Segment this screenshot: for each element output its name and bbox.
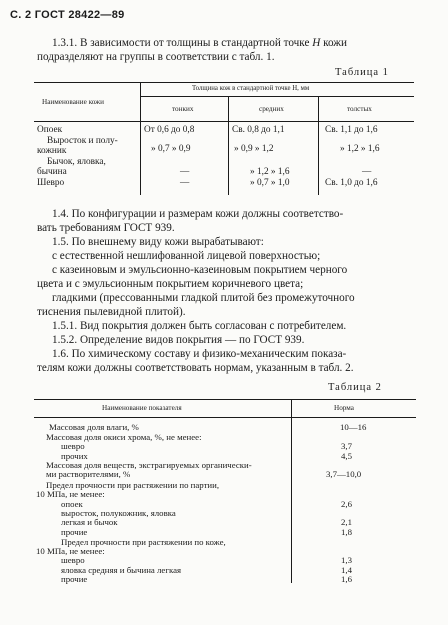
- table1-cell-thin: —: [180, 178, 190, 188]
- table1-vline-2: [228, 96, 229, 195]
- table2-cell-name: Массовая доля влаги, %: [49, 422, 139, 432]
- table2-cell-name: Массовая доля окиси хрома, %, не менее:: [46, 432, 202, 442]
- table2-cell-name: опоек: [61, 499, 83, 509]
- table1-cell-name: Шевро: [37, 178, 65, 188]
- table2-cell-name: прочие: [61, 527, 88, 537]
- para-1-4: 1.4. По конфигурации и размерам кожи должны соответство-: [52, 208, 344, 220]
- intro-line-2: подразделяют на группы в соответствии с табл. 1.: [37, 51, 275, 63]
- table1-top-rule: [34, 82, 414, 83]
- table2-head-norm: Норма: [334, 404, 354, 412]
- table1-cell-thick: » 1,2 » 1,6: [340, 144, 380, 154]
- table1-cell-mid: Св. 0,8 до 1,1: [232, 125, 285, 135]
- table2-cell-name: Предел прочности при растяжении по коже,: [61, 537, 226, 547]
- table1-vline-1: [140, 82, 141, 195]
- table1-head-group: Толщина кож в стандартной точке Н, мм: [192, 85, 310, 92]
- table1-cell-thick: Св. 1,1 до 1,6: [325, 125, 378, 135]
- para-1-6-cont: телям кожи должны соответствовать нормам, указанным в табл. 2.: [37, 362, 354, 374]
- table2-vline: [291, 399, 292, 583]
- para-1-4-cont: вать требованиям ГОСТ 939.: [37, 222, 175, 234]
- table2-cell-norm: 3,7: [341, 441, 352, 451]
- para-1-5-item: с естественной нешлифованной лицевой поверхностью;: [52, 250, 321, 262]
- table2-cell-name: Предел прочности при растяжении по партии,: [46, 480, 220, 490]
- table2-cell-name: выросток, полукожник, яловка: [61, 508, 176, 518]
- intro-text-end: кожи: [323, 37, 347, 49]
- table2-cell-norm: 4,5: [341, 451, 352, 461]
- table1-head-name: Наименование кожи: [42, 98, 104, 106]
- table1-cell-mid: » 0,7 » 1,0: [250, 178, 290, 188]
- para-1-5: 1.5. По внешнему виду кожи вырабатывают:: [52, 236, 264, 248]
- table2-cell-name: Массовая доля веществ, экстрагируемых органически-: [46, 460, 252, 470]
- table2-cell-name: 10 МПа, не менее:: [36, 489, 105, 499]
- table2-cell-name: шевро: [61, 555, 85, 565]
- table1-cell-name: кожник: [37, 146, 67, 156]
- table2-cell-name: прочие: [61, 574, 88, 584]
- table2-caption: Таблица 2: [328, 382, 382, 393]
- table2-cell-norm: 10—16: [340, 422, 367, 432]
- table1-cell-name: Опоек: [37, 125, 63, 135]
- para-1-5-item: гладкими (прессованными гладкой плитой без промежуточного: [52, 292, 355, 304]
- table2-cell-norm: 3,7—10,0: [326, 469, 362, 479]
- table1-col-thick: толстых: [347, 105, 372, 113]
- table1-col-mid: средних: [259, 105, 284, 113]
- table1-caption: Таблица 1: [335, 67, 389, 78]
- table1-cell-mid: » 1,2 » 1,6: [250, 167, 290, 177]
- table2-top-rule: [34, 399, 416, 400]
- table2-cell-name: 10 МПа, не менее:: [36, 546, 105, 556]
- table2-cell-name: легкая и бычок: [61, 517, 118, 527]
- table1-cell-name: Выросток и полу-: [47, 136, 118, 146]
- table1-group-rule: [140, 96, 414, 97]
- table1-head-rule: [34, 121, 414, 122]
- table2-head-name: Наименование показателя: [102, 404, 182, 412]
- table2-cell-name: ми растворителями, %: [46, 469, 131, 479]
- table1-cell-thin: » 0,7 » 0,9: [151, 144, 191, 154]
- table2-cell-norm: 2,1: [341, 517, 352, 527]
- table2-cell-norm: 1,6: [341, 574, 352, 584]
- table1-col-thin: тонких: [172, 105, 194, 113]
- para-1-5-item: с казеиновым и эмульсионно-казеиновым покрытием черного: [52, 264, 348, 276]
- table1-cell-name: Бычок, яловка,: [47, 157, 106, 167]
- table2-cell-name: яловка средняя и бычина легкая: [61, 565, 182, 575]
- intro-text: 1.3.1. В зависимости от толщины в стандартной точке: [52, 37, 310, 49]
- table2-cell-norm: 1,4: [341, 565, 352, 575]
- table1-vline-3: [318, 96, 319, 195]
- table2-cell-norm: 2,6: [341, 499, 352, 509]
- table1-cell-thick: —: [362, 167, 372, 177]
- para-1-5-1: 1.5.1. Вид покрытия должен быть согласован с потребителем.: [52, 320, 347, 332]
- intro-line-1: [52, 37, 347, 50]
- page-header: С. 2 ГОСТ 28422—89: [10, 9, 125, 21]
- table2-cell-name: шевро: [61, 441, 85, 451]
- para-1-5-item-cont: цвета и с эмульсионным покрытием коричневого цвета;: [37, 278, 304, 290]
- para-1-5-item-cont: тиснения пылевидной плитой).: [37, 306, 186, 318]
- table1-cell-name: бычина: [37, 167, 67, 177]
- table1-cell-mid: » 0,9 » 1,2: [234, 144, 274, 154]
- para-1-6: 1.6. По химическому составу и физико-механическим показа-: [52, 348, 347, 360]
- table2-cell-norm: 1,3: [341, 555, 352, 565]
- table2-cell-norm: 1,8: [341, 527, 352, 537]
- table1-cell-thick: Св. 1,0 до 1,6: [325, 178, 378, 188]
- intro-variable: Н: [312, 37, 321, 49]
- table1-cell-thin: —: [180, 167, 190, 177]
- para-1-5-2: 1.5.2. Определение видов покрытия — по ГОСТ 939.: [52, 334, 305, 346]
- table2-cell-name: прочих: [61, 451, 88, 461]
- table2-head-rule: [34, 417, 416, 418]
- table1-cell-thin: От 0,6 до 0,8: [144, 125, 195, 135]
